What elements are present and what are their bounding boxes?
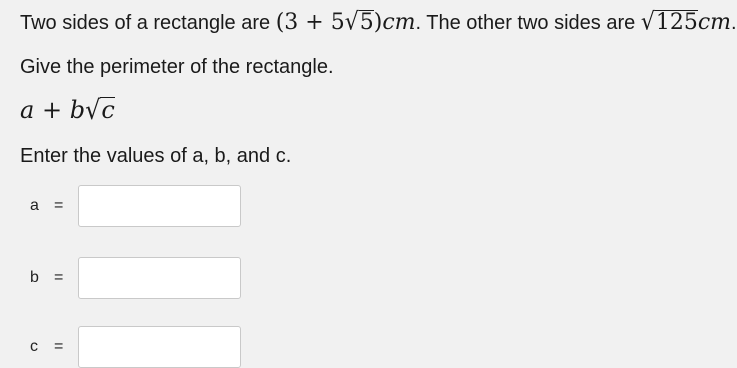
input-a[interactable] bbox=[78, 185, 241, 227]
formula-a: a bbox=[20, 96, 35, 124]
expr1-close: ) bbox=[373, 10, 383, 35]
input-b[interactable] bbox=[78, 257, 241, 299]
input-label-c: c bbox=[30, 338, 38, 355]
question-text-part3: . bbox=[731, 12, 737, 34]
input-c[interactable] bbox=[78, 326, 241, 368]
question-text bbox=[20, 10, 737, 35]
instruction-text: Enter the values of a, b, and c. bbox=[20, 145, 292, 167]
formula-sqrt: √c bbox=[85, 94, 115, 126]
side-expression-1 bbox=[276, 10, 416, 35]
sqrt-symbol-2: √125 bbox=[640, 8, 698, 37]
question-text-part1: Two sides of a rectangle are bbox=[20, 12, 276, 34]
question-text-part2: . The other two sides are bbox=[415, 12, 641, 34]
expr2-unit: cm bbox=[697, 10, 732, 35]
expr1-open: (3 + 5 bbox=[275, 10, 345, 35]
input-row-a bbox=[30, 185, 241, 227]
sqrt-symbol-1: √5 bbox=[344, 8, 374, 37]
formula-c: c bbox=[101, 96, 115, 124]
equals-sign-a: = bbox=[54, 197, 64, 214]
input-label-a: a bbox=[30, 197, 39, 214]
expr1-unit: cm bbox=[382, 10, 416, 35]
equals-sign-b: = bbox=[54, 269, 64, 286]
equals-sign-c: = bbox=[54, 338, 64, 355]
formula-b: b bbox=[69, 96, 86, 124]
input-row-b bbox=[30, 257, 241, 299]
formula-plus: + bbox=[34, 96, 70, 124]
input-label-b: b bbox=[30, 269, 39, 286]
expr2-radicand: 125 bbox=[655, 10, 698, 35]
side-expression-2 bbox=[641, 10, 731, 35]
perimeter-prompt: Give the perimeter of the rectangle. bbox=[20, 56, 334, 78]
expr1-radicand: 5 bbox=[359, 10, 374, 35]
input-row-c bbox=[30, 326, 241, 368]
answer-formula bbox=[20, 96, 115, 124]
